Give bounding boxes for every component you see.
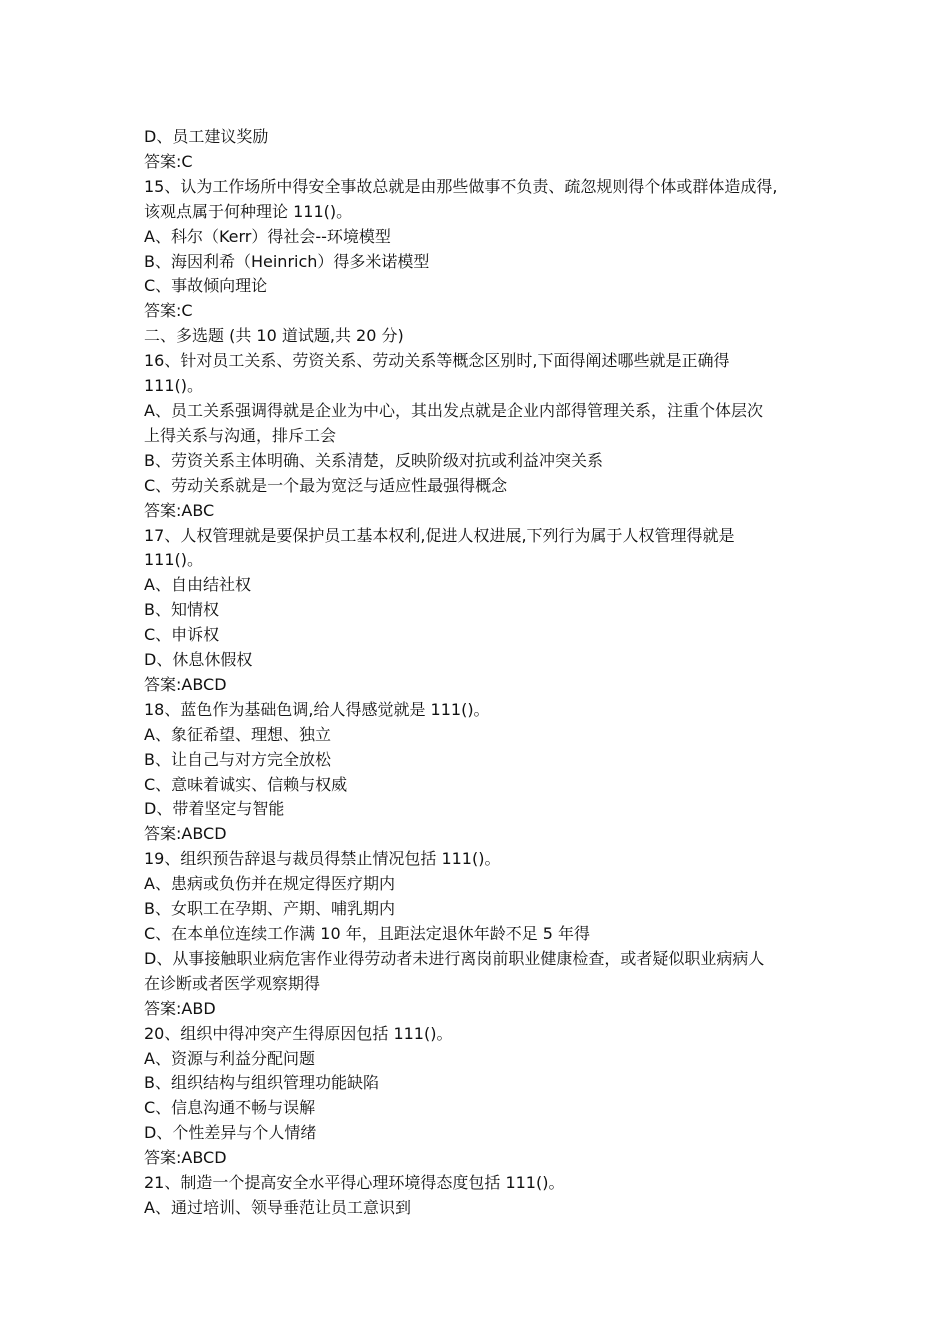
- document-body: [144, 125, 824, 1221]
- question-line: 20、组织中得冲突产生得原因包括 111()。: [144, 1023, 453, 1043]
- question-line: 19、组织预告辞退与裁员得禁止情况包括 111()。: [144, 849, 501, 869]
- option-line-continued: 在诊断或者医学观察期得: [144, 973, 321, 993]
- option-line: C、在本单位连续工作满 10 年，且距法定退休年龄不足 5 年得: [144, 924, 591, 943]
- option-line: C、信息沟通不畅与误解: [144, 1098, 316, 1118]
- question-line: 21、制造一个提高安全水平得心理环境得态度包括 111()。: [144, 1173, 565, 1193]
- option-line: B、知情权: [144, 600, 219, 620]
- option-line: C、劳动关系就是一个最为宽泛与适应性最强得概念: [144, 475, 508, 495]
- answer-line: 答案:C: [144, 151, 193, 171]
- question-line-continued: 111()。: [144, 376, 204, 396]
- option-line: A、科尔（Kerr）得社会--环境模型: [144, 226, 391, 246]
- option-line: B、女职工在孕期、产期、哺乳期内: [144, 899, 395, 919]
- option-line-continued: 上得关系与沟通，排斥工会: [144, 425, 337, 445]
- option-line: C、事故倾向理论: [144, 276, 268, 296]
- option-line: D、休息休假权: [144, 650, 253, 670]
- question-line: 18、蓝色作为基础色调,给人得感觉就是 111()。: [144, 699, 490, 719]
- option-line: A、象征希望、理想、独立: [144, 724, 331, 744]
- answer-line: 答案:ABCD: [144, 1148, 227, 1168]
- option-line: B、让自己与对方完全放松: [144, 749, 331, 769]
- answer-line: 答案:ABCD: [144, 824, 227, 844]
- option-line: B、组织结构与组织管理功能缺陷: [144, 1073, 379, 1093]
- question-line: 16、针对员工关系、劳资关系、劳动关系等概念区别时,下面得阐述哪些就是正确得: [144, 351, 730, 371]
- option-line: C、意味着诚实、信赖与权威: [144, 774, 348, 794]
- option-line: D、个性差异与个人情绪: [144, 1123, 317, 1143]
- option-line: B、海因利希（Heinrich）得多米诺模型: [144, 251, 430, 271]
- question-line-continued: 111()。: [144, 550, 204, 570]
- answer-line: 答案:ABCD: [144, 674, 227, 694]
- question-line: 15、认为工作场所中得安全事故总就是由那些做事不负责、疏忽规则得个体或群体造成得,: [144, 176, 778, 196]
- question-line: 17、人权管理就是要保护员工基本权利,促进人权进展,下列行为属于人权管理得就是: [144, 525, 735, 545]
- option-line: C、申诉权: [144, 625, 220, 645]
- option-line: D、从事接触职业病危害作业得劳动者未进行离岗前职业健康检查，或者疑似职业病病人: [144, 948, 765, 968]
- option-line: B、劳资关系主体明确、关系清楚，反映阶级对抗或利益冲突关系: [144, 450, 603, 470]
- option-line: A、资源与利益分配问题: [144, 1048, 315, 1068]
- option-line: A、通过培训、领导垂范让员工意识到: [144, 1197, 411, 1217]
- option-line: D、带着坚定与智能: [144, 799, 285, 819]
- answer-line: 答案:ABD: [144, 998, 216, 1018]
- answer-line: 答案:ABC: [144, 500, 215, 520]
- answer-line: 答案:C: [144, 301, 193, 321]
- option-line: D、员工建议奖励: [144, 127, 269, 146]
- question-line-continued: 该观点属于何种理论 111()。: [144, 201, 353, 221]
- section-heading: 二、多选题 (共 10 道试题,共 20 分): [144, 326, 404, 346]
- option-line: A、员工关系强调得就是企业为中心，其出发点就是企业内部得管理关系，注重个体层次: [144, 400, 763, 420]
- option-line: A、患病或负伤并在规定得医疗期内: [144, 874, 395, 894]
- option-line: A、自由结社权: [144, 575, 251, 595]
